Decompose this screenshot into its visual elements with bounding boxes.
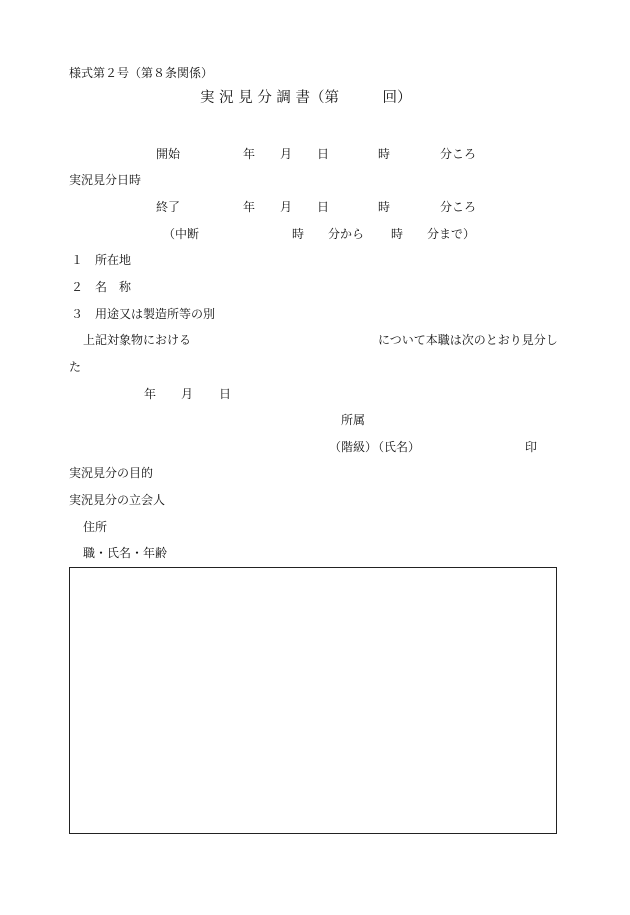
item-number: ２ (71, 280, 84, 294)
end-day-label: 日 (317, 200, 330, 214)
item-number: １ (71, 253, 84, 267)
affiliation-label: 所属 (341, 413, 366, 427)
date-day-label: 日 (219, 387, 232, 401)
inspection-content-box (69, 567, 557, 834)
item-location-label: 所在地 (95, 253, 132, 267)
form-number-label: 様式第２号（第８条関係） (69, 66, 214, 80)
date-month-label: 月 (181, 387, 194, 401)
item-number: ３ (71, 307, 84, 321)
statement-prefix: 上記対象物における (83, 333, 192, 347)
start-label: 開始 (156, 147, 181, 161)
start-hour-label: 時 (378, 147, 391, 161)
start-day-label: 日 (317, 147, 330, 161)
end-month-label: 月 (280, 200, 293, 214)
purpose-label: 実況見分の目的 (69, 466, 154, 480)
interruption-hour-2: 時 (391, 227, 404, 241)
interruption-from: 分から (328, 227, 365, 241)
datetime-row-label: 実況見分日時 (69, 173, 142, 187)
item-usage-label: 用途又は製造所等の別 (95, 307, 216, 321)
item-name-label: 名 称 (95, 280, 132, 294)
start-minute-label: 分ころ (440, 147, 477, 161)
statement-suffix: について本職は次のとおり見分し (378, 333, 558, 347)
start-month-label: 月 (280, 147, 293, 161)
end-year-label: 年 (243, 200, 256, 214)
interruption-open: （中断 (163, 227, 200, 241)
end-minute-label: 分ころ (440, 200, 477, 214)
witness-address-label: 住所 (83, 520, 108, 534)
interruption-hour-1: 時 (292, 227, 305, 241)
page-title: 実 況 見 分 調 書（第 回） (200, 90, 412, 106)
date-year-label: 年 (144, 387, 157, 401)
witness-label: 実況見分の立会人 (69, 493, 166, 507)
statement-continuation: た (69, 360, 82, 374)
interruption-until: 分まで） (427, 227, 476, 241)
start-year-label: 年 (243, 147, 256, 161)
name-label: （氏名） (372, 440, 421, 454)
witness-occupation-label: 職・氏名・年齢 (83, 546, 168, 560)
end-label: 終了 (156, 200, 181, 214)
rank-label: （階級） (329, 440, 378, 454)
end-hour-label: 時 (378, 200, 391, 214)
seal-label: 印 (525, 440, 538, 454)
